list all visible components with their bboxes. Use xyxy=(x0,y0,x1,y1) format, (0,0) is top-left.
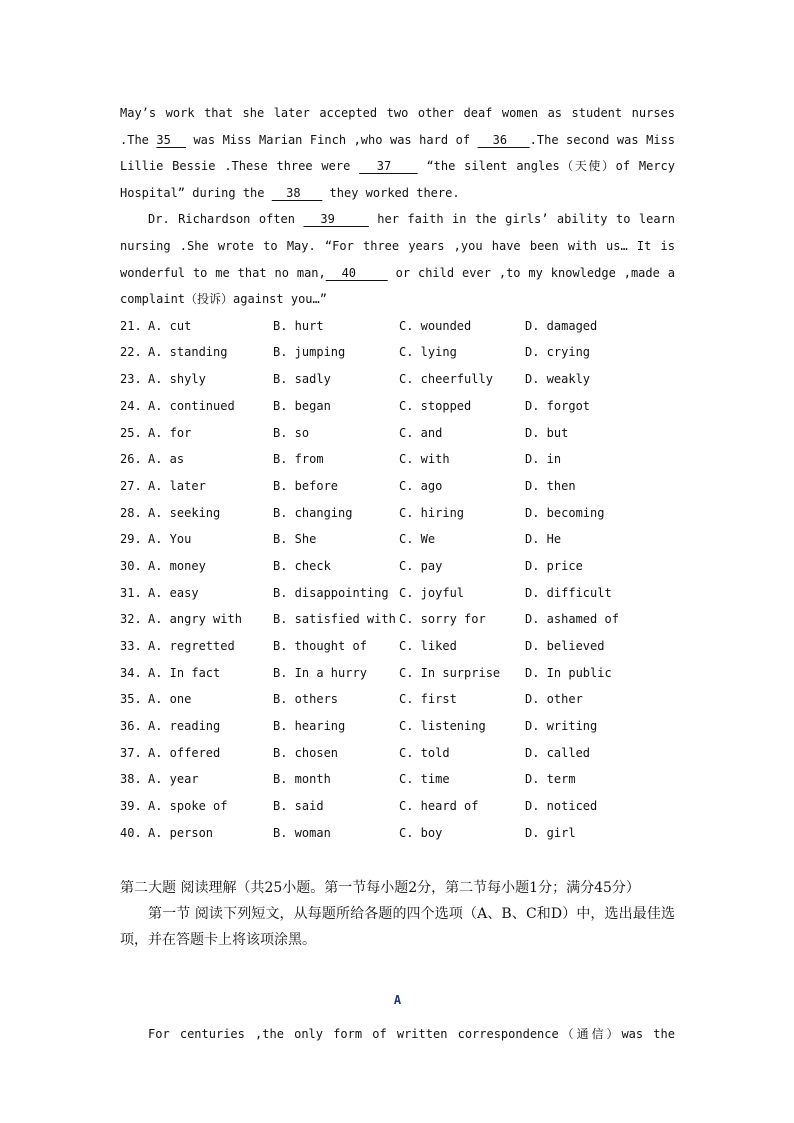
section-instruction: 第一节 阅读下列短文，从每题所给各题的四个选项（A、B、C和D）中，选出最佳选项，并在答题卡上将该项涂黑。 xyxy=(120,905,675,948)
option-row xyxy=(120,686,675,713)
option-a: A. spoke of xyxy=(148,799,228,814)
option-b: B. thought of xyxy=(273,639,367,653)
option-a: A. money xyxy=(148,558,206,573)
option-c: C. pay xyxy=(399,558,443,573)
blank-35: 35 xyxy=(156,132,186,147)
option-row xyxy=(120,420,675,447)
option-row xyxy=(120,740,675,767)
option-row xyxy=(120,606,675,633)
option-c: C. and xyxy=(399,425,443,440)
option-b: B. woman xyxy=(273,825,331,840)
option-c: C. liked xyxy=(399,639,457,653)
option-a: A. angry with xyxy=(148,612,242,627)
option-c: C. listening xyxy=(399,719,486,734)
option-d: D. He xyxy=(525,532,562,547)
option-a: A. reading xyxy=(148,719,221,734)
option-b: B. changing xyxy=(273,505,353,520)
option-a: A. continued xyxy=(148,398,235,413)
question-number: 26. xyxy=(120,452,142,467)
option-a: A. offered xyxy=(148,745,221,760)
blank-39: 39 xyxy=(303,212,369,227)
option-b: B. jumping xyxy=(273,345,346,360)
option-d: D. weakly xyxy=(525,372,591,387)
option-row xyxy=(120,633,675,660)
option-d: D. term xyxy=(525,772,576,787)
option-b: B. month xyxy=(273,772,331,787)
option-b: B. began xyxy=(273,398,331,413)
option-a: A. person xyxy=(148,825,214,840)
section-title: 第二大题 阅读理解（共25小题。第一节每小题2分，第二节每小题1分；满分45分） xyxy=(120,879,640,896)
option-c: C. lying xyxy=(399,345,457,360)
question-number: 35. xyxy=(120,692,142,707)
option-b: B. check xyxy=(273,558,331,573)
option-row xyxy=(120,793,675,820)
question-number: 21. xyxy=(120,318,142,333)
blank-36: 36 xyxy=(477,132,530,147)
question-number: 24. xyxy=(120,398,142,413)
option-d: D. but xyxy=(525,425,569,440)
question-number: 30. xyxy=(120,558,142,573)
option-d: D. writing xyxy=(525,719,598,734)
question-number: 32. xyxy=(120,612,142,627)
option-row xyxy=(120,526,675,553)
question-number: 27. xyxy=(120,478,142,493)
option-row xyxy=(120,713,675,740)
option-c: C. time xyxy=(399,772,450,787)
question-number: 39. xyxy=(120,799,142,814)
option-a: A. easy xyxy=(148,585,199,600)
passage-a-text: For centuries ,the only form of written correspondence（通信）was the xyxy=(148,1026,675,1041)
section-reading xyxy=(120,875,675,953)
question-number: 34. xyxy=(120,665,142,680)
passage-label: A xyxy=(393,992,402,1007)
option-b: B. before xyxy=(273,478,339,493)
option-c: C. In surprise xyxy=(399,665,501,680)
option-d: D. crying xyxy=(525,345,591,360)
blank-38: 38 xyxy=(271,185,323,200)
option-d: D. other xyxy=(525,692,583,707)
option-d: D. in xyxy=(525,452,562,467)
blank-37: 37 xyxy=(359,159,418,174)
option-c: C. joyful xyxy=(399,585,465,600)
question-number: 22. xyxy=(120,345,142,360)
question-number: 23. xyxy=(120,372,142,387)
option-c: C. wounded xyxy=(399,318,472,333)
question-number: 40. xyxy=(120,825,142,840)
option-a: A. shyly xyxy=(148,372,206,387)
option-d: D. damaged xyxy=(525,318,598,333)
cloze-paragraph-2: Dr. Richardson often 39 her faith in the girls’ ability to learn nursing .She wrote to May. “For three years ,you have been with us… It is wonderful to me that no man, 40 or child ever ,to my knowledge ,made a complaint（投诉）against you…” xyxy=(120,212,676,307)
option-a: A. In fact xyxy=(148,665,221,680)
option-d: D. becoming xyxy=(525,505,605,520)
option-a: A. regretted xyxy=(148,639,235,653)
option-c: C. We xyxy=(399,532,436,547)
option-c: C. boy xyxy=(399,825,443,840)
option-c: C. first xyxy=(399,692,457,707)
option-d: D. girl xyxy=(525,825,576,840)
option-d: D. In public xyxy=(525,665,612,680)
option-row xyxy=(120,339,675,366)
option-c: C. told xyxy=(399,745,450,760)
option-d: D. price xyxy=(525,558,583,573)
option-row xyxy=(120,393,675,420)
option-a: A. later xyxy=(148,478,206,493)
option-b: B. In a hurry xyxy=(273,665,367,680)
option-c: C. ago xyxy=(399,478,443,493)
option-row xyxy=(120,473,675,500)
option-b: B. hurt xyxy=(273,318,324,333)
option-b: B. She xyxy=(273,532,317,547)
option-a: A. as xyxy=(148,452,185,467)
answer-options-list xyxy=(120,313,675,847)
option-a: A. seeking xyxy=(148,505,221,520)
option-row xyxy=(120,660,675,687)
option-row xyxy=(120,553,675,580)
question-number: 36. xyxy=(120,719,142,734)
option-d: D. ashamed of xyxy=(525,612,619,627)
option-row xyxy=(120,366,675,393)
option-b: B. chosen xyxy=(273,745,339,760)
option-a: A. one xyxy=(148,692,192,707)
option-b: B. so xyxy=(273,425,310,440)
option-b: B. from xyxy=(273,452,324,467)
option-d: D. believed xyxy=(525,639,605,653)
option-c: C. heard of xyxy=(399,799,479,814)
question-number: 25. xyxy=(120,425,142,440)
option-b: B. hearing xyxy=(273,719,346,734)
option-a: A. standing xyxy=(148,345,228,360)
option-c: C. sorry for xyxy=(399,612,486,627)
option-b: B. sadly xyxy=(273,372,331,387)
question-number: 28. xyxy=(120,505,142,520)
question-number: 31. xyxy=(120,585,142,600)
option-b: B. said xyxy=(273,799,324,814)
option-a: A. year xyxy=(148,772,199,787)
question-number: 37. xyxy=(120,745,142,760)
option-row xyxy=(120,580,675,607)
option-b: B. disappointing xyxy=(273,585,389,600)
option-row xyxy=(120,820,675,847)
option-d: D. difficult xyxy=(525,585,612,600)
option-row xyxy=(120,313,675,340)
option-b: B. satisfied with xyxy=(273,612,396,627)
option-d: D. forgot xyxy=(525,398,591,413)
option-d: D. then xyxy=(525,478,576,493)
option-c: C. with xyxy=(399,452,450,467)
option-d: D. noticed xyxy=(525,799,598,814)
question-number: 33. xyxy=(120,639,142,653)
question-number: 29. xyxy=(120,532,142,547)
cloze-paragraph-1: May’s work that she later accepted two other deaf women as student nurses .The 35 was Miss Marian Finch ,who was hard of 36 .The second was Miss Lillie Bessie .These three were 37 “the silent angles（天使）of Mercy Hospital” during the 38 they worked there. xyxy=(120,106,676,200)
option-a: A. cut xyxy=(148,318,192,333)
option-c: C. cheerfully xyxy=(399,372,493,387)
option-d: D. called xyxy=(525,745,591,760)
option-a: A. You xyxy=(148,532,192,547)
question-number: 38. xyxy=(120,772,142,787)
exam-page xyxy=(120,100,675,1047)
option-row xyxy=(120,766,675,793)
option-row xyxy=(120,446,675,473)
blank-40: 40 xyxy=(325,265,388,280)
option-c: C. hiring xyxy=(399,505,465,520)
option-row xyxy=(120,500,675,527)
option-b: B. others xyxy=(273,692,339,707)
option-a: A. for xyxy=(148,425,192,440)
option-c: C. stopped xyxy=(399,398,472,413)
